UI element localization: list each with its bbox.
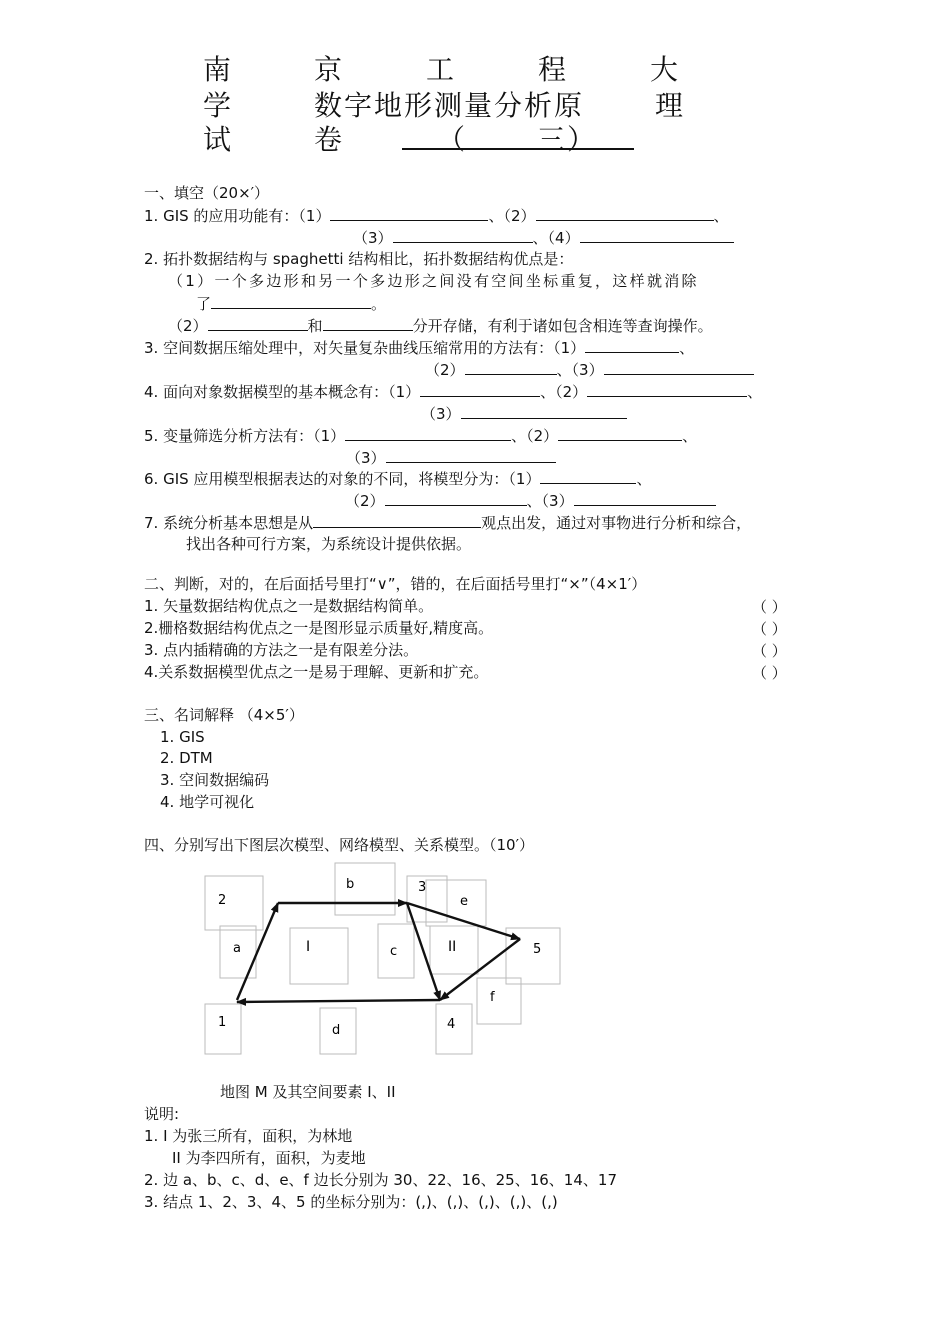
q7-text: 7. 系统分析基本思想是从 <box>144 514 314 532</box>
blank[interactable] <box>313 512 481 528</box>
q3-label-3: 、（3） <box>556 361 604 379</box>
title-underline <box>402 148 634 150</box>
q1-end: 、 <box>713 207 729 225</box>
answer-paren-1[interactable]: （ ） <box>752 598 787 616</box>
q7-line1 <box>144 512 751 533</box>
blank[interactable] <box>385 490 527 506</box>
q3-line2 <box>425 359 754 380</box>
title-char-2: 京 <box>314 53 345 86</box>
q3-label-2: （2） <box>425 361 465 379</box>
blank[interactable] <box>330 205 488 221</box>
q3-sep: 、 <box>679 339 695 357</box>
q7-line2: 找出各种可行方案，为系统设计提供依据。 <box>186 535 472 553</box>
blank[interactable] <box>211 293 371 309</box>
answer-paren-4[interactable]: （ ） <box>752 664 787 682</box>
judge-item-1: 1. 矢量数据结构优点之一是数据结构简单。 <box>144 597 434 615</box>
edge-a-label: a <box>233 941 241 956</box>
title-row2-end: 理 <box>655 89 686 122</box>
q2-text-e: （2） <box>168 317 208 335</box>
title-char-5: 大 <box>650 53 681 86</box>
q4-line1 <box>144 381 762 402</box>
q5-end: 、 <box>682 427 698 445</box>
note-3: 3. 结点 1、2、3、4、5 的坐标分别为：(,)、(,)、(,)、(,)、(,) <box>144 1193 558 1211</box>
q1-label-3: （3） <box>353 229 393 247</box>
q2-text: 2. 拓扑数据结构与 spaghetti 结构相比，拓扑数据结构优点是： <box>144 250 574 268</box>
edge-f-label: f <box>490 990 495 1005</box>
node-5-label: 5 <box>533 942 542 957</box>
blank[interactable] <box>393 227 533 243</box>
node-2-label: 2 <box>218 893 227 908</box>
q2-line4 <box>168 315 713 336</box>
paper-number-open: （ <box>437 123 468 156</box>
term-1: 1. GIS <box>160 728 205 746</box>
judge-item-2: 2.栅格数据结构优点之一是图形显示质量好,精度高。 <box>144 619 494 637</box>
blank[interactable] <box>420 381 540 397</box>
q6-sep: 、 <box>636 470 652 488</box>
judge-item-4: 4.关系数据模型优点之一是易于理解、更新和扩充。 <box>144 663 489 681</box>
poly-II-label: II <box>448 939 457 955</box>
q2-text-g: 分开存储，有利于诸如包含相连等查询操作。 <box>412 317 713 335</box>
title-row3-char: 试 <box>203 123 234 156</box>
answer-paren-2[interactable]: （ ） <box>752 620 787 638</box>
q2-text-d: 。 <box>371 295 387 313</box>
blank[interactable] <box>574 490 716 506</box>
edge-d-label: d <box>332 1023 341 1038</box>
q4-sep: 、（2） <box>540 383 588 401</box>
blank[interactable] <box>585 337 679 353</box>
q5-line2 <box>346 447 556 468</box>
q1-text: 1. GIS 的应用功能有：（1） <box>144 207 331 225</box>
blank[interactable] <box>540 468 636 484</box>
blank[interactable] <box>461 403 627 419</box>
q3-text: 3. 空间数据压缩处理中，对矢量复杂曲线压缩常用的方法有：（1） <box>144 339 586 357</box>
blank[interactable] <box>345 425 511 441</box>
term-4: 4. 地学可视化 <box>160 793 255 811</box>
blank[interactable] <box>587 381 747 397</box>
section-2-title: 二、判断，对的，在后面括号里打“∨”，错的，在后面括号里打“×”（4×1′） <box>144 575 647 593</box>
note-2: 2. 边 a、b、c、d、e、f 边长分别为 30、22、16、25、16、14、17 <box>144 1171 617 1189</box>
edge-c <box>407 903 440 1000</box>
title-char-3: 工 <box>426 53 457 86</box>
label-frames <box>205 863 560 1054</box>
poly-I-label: I <box>306 939 311 955</box>
node-1-label: 1 <box>218 1015 227 1030</box>
title-row2-char: 学 <box>203 89 234 122</box>
q6-line1 <box>144 468 651 489</box>
title-row3-char2: 卷 <box>314 123 345 156</box>
q5-text: 5. 变量筛选分析方法有：（1） <box>144 427 346 445</box>
q2-line1 <box>144 249 573 269</box>
q4-end: 、 <box>747 383 763 401</box>
judge-item-3: 3. 点内插精确的方法之一是有限差分法。 <box>144 641 419 659</box>
notes-title: 说明: <box>144 1105 180 1123</box>
blank[interactable] <box>465 359 557 375</box>
q1-line1 <box>144 205 729 226</box>
q5-label-3: （3） <box>346 449 386 467</box>
q2-text-c: 了 <box>196 295 212 313</box>
map-m-figure <box>200 858 570 1058</box>
note-1: 1. I 为张三所有，面积，为林地 <box>144 1127 353 1145</box>
blank[interactable] <box>580 227 734 243</box>
q5-sep: 、（2） <box>511 427 559 445</box>
blank[interactable] <box>558 425 682 441</box>
edge-b-label: b <box>346 877 355 892</box>
q6-label-3: 、（3） <box>526 492 574 510</box>
figure-caption: 地图 M 及其空间要素 I、II <box>220 1083 396 1101</box>
note-1b: II 为李四所有，面积，为麦地 <box>172 1149 366 1167</box>
blank[interactable] <box>323 315 413 331</box>
q3-line1 <box>144 337 694 358</box>
q6-line2 <box>345 490 716 511</box>
paper-number: 三） <box>537 123 598 156</box>
q2-line2: （1）一个多边形和另一个多边形之间没有空间坐标重复，这样就消除 <box>168 272 699 290</box>
blank[interactable] <box>386 447 556 463</box>
edge-c-label: c <box>390 944 398 959</box>
q2-line3 <box>196 293 386 314</box>
section-1-title: 一、填空（20×′） <box>144 184 270 202</box>
q1-label-4: 、（4） <box>532 229 580 247</box>
blank[interactable] <box>604 359 754 375</box>
term-3: 3. 空间数据编码 <box>160 771 270 789</box>
course-name: 数字地形测量分析原 <box>314 89 585 122</box>
q1-sep: 、（2） <box>488 207 536 225</box>
title-char-4: 程 <box>538 53 569 86</box>
q7-text-b: 观点出发，通过对事物进行分析和综合， <box>481 514 752 532</box>
edge-d <box>237 1000 440 1002</box>
q6-label-2: （2） <box>345 492 385 510</box>
blank[interactable] <box>208 315 308 331</box>
edge-a <box>237 903 278 1000</box>
q5-line1 <box>144 425 697 446</box>
q1-line2 <box>353 227 734 248</box>
q4-line2 <box>421 403 627 424</box>
node-3-label: 3 <box>418 880 427 895</box>
q6-text: 6. GIS 应用模型根据表达的对象的不同，将模型分为：（1） <box>144 470 541 488</box>
section-3-title: 三、名词解释 （4×5′） <box>144 706 304 724</box>
edge-e-label: e <box>460 894 468 909</box>
section-4-title: 四、分别写出下图层次模型、网络模型、关系模型。（10′） <box>144 836 534 854</box>
title-char-1: 南 <box>203 53 234 86</box>
blank[interactable] <box>536 205 714 221</box>
q4-label-3: （3） <box>421 405 461 423</box>
answer-paren-3[interactable]: （ ） <box>752 642 787 660</box>
term-2: 2. DTM <box>160 749 213 767</box>
node-4-label: 4 <box>447 1017 456 1032</box>
q4-text: 4. 面向对象数据模型的基本概念有：（1） <box>144 383 421 401</box>
q2-text-f: 和 <box>307 317 323 335</box>
